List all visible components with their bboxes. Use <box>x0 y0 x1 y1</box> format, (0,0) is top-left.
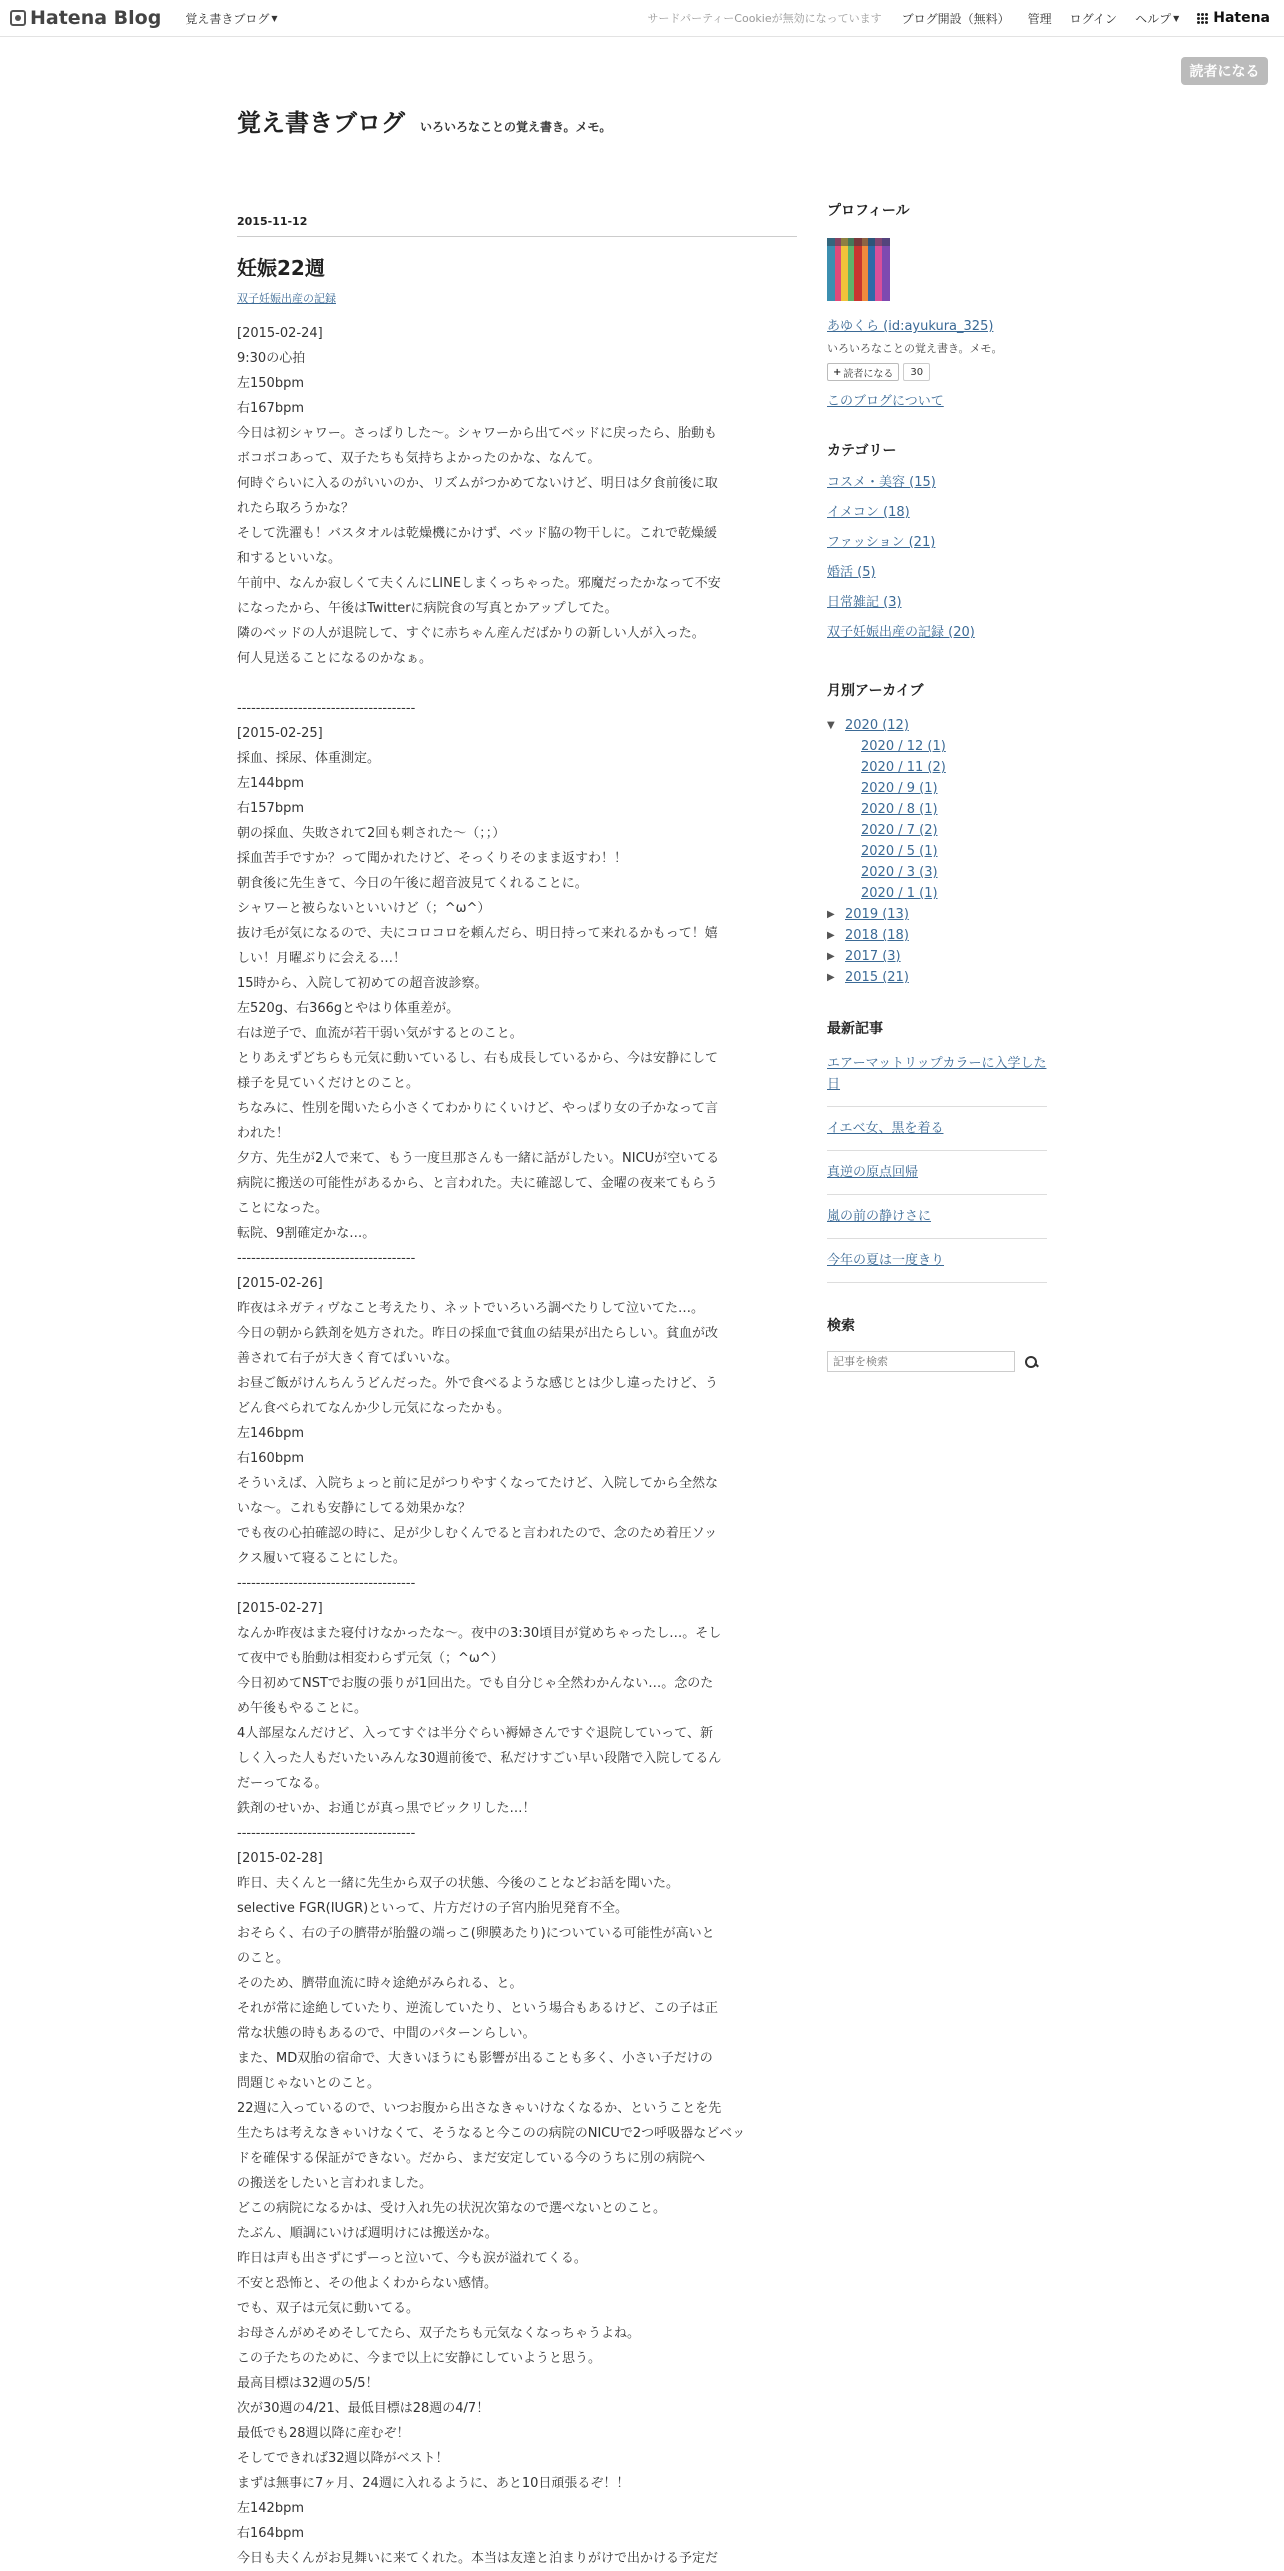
entry-line: [2015-02-24] <box>237 326 323 341</box>
entry-body <box>237 321 797 2571</box>
archive-month <box>827 757 946 778</box>
category-link[interactable]: コスメ・美容 (15) <box>827 475 936 490</box>
entry-line: [2015-02-26] <box>237 1276 323 1291</box>
recent-entry <box>827 1206 1047 1239</box>
archive-list <box>827 715 946 988</box>
entry-line: selective FGR(IUGR)といって、片方だけの子宮内胎児発育不全。 <box>237 1901 628 1916</box>
category-item <box>827 475 975 505</box>
entry-line: そのため、臍帯血流に時々途絶がみられる、と。 <box>237 1976 523 1991</box>
archive-month <box>827 799 946 820</box>
entry-line: われた！ <box>237 1126 290 1141</box>
entry-line: でも、双子は元気に動いてる。 <box>237 2301 420 2316</box>
subscribe-button[interactable]: 読者になる <box>1181 57 1268 85</box>
admin-link[interactable]: 管理 <box>1027 11 1052 26</box>
archive-year <box>827 904 946 925</box>
entry-line: 隣のベッドの人が退院して、すぐに赤ちゃん産んだばかりの新しい人が入った。 <box>237 626 705 641</box>
start-blog-link[interactable]: ブログ開設（無料） <box>901 11 1010 26</box>
hatena-blog-logo-text: Hatena Blog <box>30 7 162 29</box>
category-item <box>827 595 975 625</box>
archive-month-link[interactable]: 2020 / 8 (1) <box>861 802 938 817</box>
archive-year <box>827 946 946 967</box>
entry-line: また、MD双胎の宿命で、大きいほうにも影響が出ることも多く、小さい子だけの <box>237 2051 713 2066</box>
entry-line: そういえば、入院ちょっと前に足がつりやすくなってたけど、入院してから全然な <box>237 1476 719 1491</box>
triangle-right-icon[interactable]: ▶ <box>827 930 835 941</box>
triangle-right-icon[interactable]: ▶ <box>827 972 835 983</box>
profile-subscribe <box>827 363 930 381</box>
hatena-blog-logo-icon <box>10 10 26 26</box>
entry-line: 左146bpm <box>237 1426 304 1441</box>
entry-line: ちなみに、性別を聞いたら小さくてわかりにくいけど、やっぱり女の子かなって言 <box>237 1101 719 1116</box>
recent-entry-link[interactable]: 嵐の前の静けさに <box>827 1209 932 1224</box>
entry-line: しい！月曜ぶりに会える…！ <box>237 951 407 966</box>
entry-line: て夜中でも胎動は相変わらず元気（；^ω^） <box>237 1651 504 1666</box>
entry <box>237 215 797 2571</box>
entry-line: 生たちは考えなきゃいけなくて、そうなると今このの病院のNICUで2つ呼吸器などベッ <box>237 2126 746 2141</box>
category-item <box>827 535 975 565</box>
caret-down-icon: ▼ <box>1173 13 1180 23</box>
entry-line: 今日も夫くんがお見舞いに来てくれた。本当は友達と泊まりがけで出かける予定だ <box>237 2551 719 2566</box>
entry-line: 右は逆子で、血流が若干弱い気がするとのこと。 <box>237 1026 523 1041</box>
subscriber-count[interactable]: 30 <box>903 363 930 381</box>
entry-line: 昨日は声も出さずにずーっと泣いて、今も涙が溢れてくる。 <box>237 2251 587 2266</box>
entry-line: 22週に入っているので、いつお腹から出さなきゃいけなくなるか、ということを先 <box>237 2101 722 2116</box>
entry-line: 次が30週の4/21、最低目標は28週の4/7！ <box>237 2401 490 2416</box>
entry-line: 左142bpm <box>237 2501 304 2516</box>
cookie-notice-link[interactable]: サードパーティーCookieが無効になっています <box>647 12 882 25</box>
archive-year-link[interactable]: 2018 (18) <box>845 928 909 943</box>
entry-line: 不安と恐怖と、その他よくわからない感情。 <box>237 2276 498 2291</box>
profile-subscribe-label: 読者になる <box>843 368 894 380</box>
archive-year-link[interactable]: 2020 (12) <box>845 718 909 733</box>
login-link[interactable]: ログイン <box>1069 11 1118 26</box>
profile-id-link[interactable]: あゆくら (id:ayukura_325) <box>827 319 994 334</box>
archive-year-link[interactable]: 2017 (3) <box>845 949 901 964</box>
entry-date[interactable]: 2015-11-12 <box>237 215 797 237</box>
entry-line: れたら取ろうかな？ <box>237 501 355 516</box>
blog-menu-label: 覚え書きブログ <box>185 11 270 26</box>
entry-line: 和するといいな。 <box>237 551 342 566</box>
archive-year-link[interactable]: 2015 (21) <box>845 970 909 985</box>
about-blog-link[interactable]: このブログについて <box>827 394 944 409</box>
entry-line: どん食べられてなんか少し元気になったかも。 <box>237 1401 511 1416</box>
hatena-blog-logo[interactable] <box>10 7 161 29</box>
entry-line: 右160bpm <box>237 1451 304 1466</box>
hatena-dots-icon <box>1197 13 1208 24</box>
entry-line: [2015-02-25] <box>237 726 323 741</box>
entry-category-link[interactable]: 双子妊娠出産の記録 <box>237 292 336 305</box>
recent-entry-link[interactable]: エアーマットリップカラーに入学した日 <box>827 1056 1047 1092</box>
archive-month <box>827 841 946 862</box>
blog-menu-dropdown[interactable] <box>185 10 277 27</box>
entry-line: 問題じゃないとのこと。 <box>237 2076 381 2091</box>
entry-line: 15時から、入院して初めての超音波診察。 <box>237 976 488 991</box>
entry-line: 今日の朝から鉄剤を処方された。昨日の採血で貧血の結果が出たらしい。貧血が改 <box>237 1326 719 1341</box>
hatena-logo[interactable] <box>1197 10 1270 26</box>
archive-year-link[interactable]: 2019 (13) <box>845 907 909 922</box>
search-title: 検索 <box>827 1318 855 1334</box>
entry-line: 左144bpm <box>237 776 304 791</box>
entry-line: まずは無事に7ヶ月、24週に入れるように、あと10日頑張るぞ！！ <box>237 2476 630 2491</box>
help-label: ヘルプ <box>1135 11 1172 26</box>
search-form <box>827 1351 1039 1372</box>
category-item <box>827 565 975 595</box>
search-icon[interactable] <box>1023 1354 1039 1370</box>
entry-line: 抜け毛が気になるので、夫にコロコロを頼んだら、明日持って来れるかもって！嬉 <box>237 926 718 941</box>
categories-title: カテゴリー <box>827 443 897 459</box>
category-item <box>827 625 975 655</box>
entry-line: ボコボコあって、双子たちも気持ちよかったのかな、なんて。 <box>237 451 601 466</box>
entry-line: 病院に搬送の可能性があるから、と言われた。夫に確認して、金曜の夜来てもらう <box>237 1176 718 1191</box>
entry-line: クス履いて寝ることにした。 <box>237 1551 406 1566</box>
archive-month-link[interactable]: 2020 / 5 (1) <box>861 844 938 859</box>
archive-month-link[interactable]: 2020 / 1 (1) <box>861 886 938 901</box>
entry-line: いな〜。これも安静にしてる効果かな？ <box>237 1501 472 1516</box>
recent-entry-link[interactable]: 今年の夏は一度きり <box>827 1253 945 1268</box>
hatena-logo-text: Hatena <box>1213 10 1270 26</box>
entry-line: 採血苦手ですか？って聞かれたけど、そっくりそのまま返すわ！！ <box>237 851 628 866</box>
entry-line: 午前中、なんか寂しくて夫くんにLINEしまくっちゃった。邪魔だったかなって不安 <box>237 576 721 591</box>
triangle-right-icon[interactable]: ▶ <box>827 951 835 962</box>
entry-line: でも夜の心拍確認の時に、足が少しむくんでると言われたので、念のため着圧ソッ <box>237 1526 718 1541</box>
entry-line: -------------------------------------- <box>237 1251 416 1266</box>
entry-title[interactable]: 妊娠22週 <box>237 256 325 280</box>
entry-line: 朝の採血、失敗されて2回も刺された〜（；；） <box>237 826 506 841</box>
entry-line: になったから、午後はTwitterに病院食の写真とかアップしてた。 <box>237 601 618 616</box>
archive-year <box>827 967 946 988</box>
entry-line: の搬送をしたいと言われました。 <box>237 2176 433 2191</box>
entry-line <box>237 671 797 696</box>
profile-title: プロフィール <box>827 203 910 219</box>
entry-line: だーってなる。 <box>237 1776 328 1791</box>
entry-line: 4人部屋なんだけど、入ってすぐは半分ぐらい褥婦さんですぐ退院していって、新 <box>237 1726 714 1741</box>
search-input[interactable] <box>827 1351 1015 1372</box>
entry-line: 昨夜はネガティヴなこと考えたり、ネットでいろいろ調べたりして泣いてた…。 <box>237 1301 704 1316</box>
entry-line: 昨日、夫くんと一緒に先生から双子の状態、今後のことなどお話を聞いた。 <box>237 1876 680 1891</box>
entry-line: 転院、9割確定かな…。 <box>237 1226 376 1241</box>
recent-entry <box>827 1162 1047 1195</box>
entry-line: 9:30の心拍 <box>237 351 306 366</box>
entry-line: なんか昨夜はまた寝付けなかったな〜。夜中の3:30頃目が覚めちゃったし…。そし <box>237 1626 722 1641</box>
entry-line: そして洗濯も！バスタオルは乾燥機にかけず、ベッド脇の物干しに。これで乾燥緩 <box>237 526 717 541</box>
entry-line: シャワーと被らないといいけど（；^ω^） <box>237 901 491 916</box>
entry-line: たぶん、順調にいけば週明けには搬送かな。 <box>237 2226 498 2241</box>
triangle-down-icon[interactable]: ▼ <box>827 720 835 731</box>
entry-line: 右167bpm <box>237 401 304 416</box>
category-link[interactable]: ファッション (21) <box>827 535 936 550</box>
category-item <box>827 505 975 535</box>
category-link[interactable]: イメコン (18) <box>827 505 910 520</box>
archive-title: 月別アーカイブ <box>827 683 924 699</box>
entry-line: おそらく、右の子の臍帯が胎盤の端っこ(卵膜あたり)についている可能性が高いと <box>237 1926 715 1941</box>
entry-line: ことになった。 <box>237 1201 329 1216</box>
recent-entry <box>827 1250 1047 1283</box>
archive-month-link[interactable]: 2020 / 7 (2) <box>861 823 938 838</box>
entry-line: 右164bpm <box>237 2526 304 2541</box>
entry-line: お母さんがめそめそしてたら、双子たちも元気なくなっちゃうよね。 <box>237 2326 641 2341</box>
entry-line: どこの病院になるかは、受け入れ先の状況次第なので選べないとのこと。 <box>237 2201 667 2216</box>
entry-line: のこと。 <box>237 1951 290 1966</box>
archive-year <box>827 925 946 946</box>
entry-line: 採血、採尿、体重測定。 <box>237 751 381 766</box>
archive-month-link[interactable]: 2020 / 11 (2) <box>861 760 946 775</box>
entry-line: 善されて右子が大きく育てばいいな。 <box>237 1351 459 1366</box>
header-right-menu <box>647 0 1284 37</box>
avatar[interactable] <box>827 238 890 301</box>
category-link[interactable]: 婚活 (5) <box>827 565 876 580</box>
caret-down-icon: ▼ <box>271 13 278 23</box>
entry-line: とりあえずどちらも元気に動いているし、右も成長しているから、今は安静にして <box>237 1051 719 1066</box>
entry-line: 今日は初シャワー。さっぱりした〜。シャワーから出てベッドに戻ったら、胎動も <box>237 426 717 441</box>
archive-month <box>827 736 946 757</box>
archive-year <box>827 715 946 736</box>
archive-month <box>827 862 946 883</box>
entry-line: ドを確保する保証ができない。だから、まだ安定している今のうちに別の病院へ <box>237 2151 706 2166</box>
entry-line: この子たちのために、今まで以上に安静にしていようと思う。 <box>237 2351 602 2366</box>
entry-line: お昼ご飯がけんちんうどんだった。外で食べるような感じとは少し違ったけど、う <box>237 1376 719 1391</box>
recent-entry <box>827 1053 1047 1107</box>
profile-description: いろいろなことの覚え書き。メモ。 <box>827 342 1003 355</box>
entry-line: 左520g、右366gとやはり体重差が。 <box>237 1001 460 1016</box>
blog-title <box>237 103 611 138</box>
recent-entries-title: 最新記事 <box>827 1021 883 1037</box>
recent-entry-link[interactable]: イエベ女、黒を着る <box>827 1121 944 1136</box>
archive-month-link[interactable]: 2020 / 12 (1) <box>861 739 946 754</box>
entry-line: 様子を見ていくだけとのこと。 <box>237 1076 420 1091</box>
entry-line: -------------------------------------- <box>237 1826 416 1841</box>
entry-line: しく入った人もだいたいみんな30週前後で、私だけすごい早い段階で入院してるん <box>237 1751 722 1766</box>
category-link[interactable]: 日常雑記 (3) <box>827 595 902 610</box>
entry-line: そしてできれば32週以降がベスト！ <box>237 2451 449 2466</box>
entry-line: -------------------------------------- <box>237 1576 416 1591</box>
entry-line: 右157bpm <box>237 801 304 816</box>
archive-month <box>827 883 946 904</box>
entry-line: 何時ぐらいに入るのがいいのか、リズムがつかめてないけど、明日は夕食前後に取 <box>237 476 718 491</box>
plus-icon: + <box>833 366 842 378</box>
entry-line: 左150bpm <box>237 376 304 391</box>
archive-month <box>827 778 946 799</box>
help-menu[interactable] <box>1135 10 1179 27</box>
recent-entry <box>827 1118 1047 1151</box>
recent-entries-list <box>827 1053 1047 1294</box>
category-link[interactable]: 双子妊娠出産の記録 (20) <box>827 625 975 640</box>
entry-line: 今日初めてNSTでお腹の張りが1回出た。でも自分じゃ全然わかんない…。念のた <box>237 1676 714 1691</box>
avatar-image <box>827 238 890 301</box>
entry-line: 最低でも28週以降に産むぞ！ <box>237 2426 410 2441</box>
entry-line: 鉄剤のせいか、お通じが真っ黒でビックリした…！ <box>237 1801 536 1816</box>
entry-line: [2015-02-27] <box>237 1601 323 1616</box>
profile-subscribe-button[interactable] <box>827 363 899 381</box>
entry-line: 夕方、先生が2人で来て、もう一度旦那さんも一緒に話がしたい。NICUが空いてる <box>237 1151 720 1166</box>
global-header <box>0 0 1284 37</box>
blog-title-link[interactable]: 覚え書きブログ <box>237 109 405 137</box>
entry-line: -------------------------------------- <box>237 701 416 716</box>
archive-month-link[interactable]: 2020 / 3 (3) <box>861 865 938 880</box>
categories-list <box>827 475 975 655</box>
triangle-right-icon[interactable]: ▶ <box>827 909 835 920</box>
entry-line: それが常に途絶していたり、逆流していたり、という場合もあるけど、この子は正 <box>237 2001 719 2016</box>
blog-description: いろいろなことの覚え書き。メモ。 <box>420 120 612 134</box>
archive-month <box>827 820 946 841</box>
entry-line: 常な状態の時もあるので、中間のパターンらしい。 <box>237 2026 536 2041</box>
recent-entry-link[interactable]: 真逆の原点回帰 <box>827 1165 919 1180</box>
entry-line: め午後もやることに。 <box>237 1701 368 1716</box>
entry-line: 何人見送ることになるのかなぁ。 <box>237 651 433 666</box>
entry-line: 朝食後に先生きて、今日の午後に超音波見てくれることに。 <box>237 876 588 891</box>
entry-line: [2015-02-28] <box>237 1851 323 1866</box>
archive-month-link[interactable]: 2020 / 9 (1) <box>861 781 938 796</box>
entry-line: 最高目標は32週の5/5！ <box>237 2376 379 2391</box>
